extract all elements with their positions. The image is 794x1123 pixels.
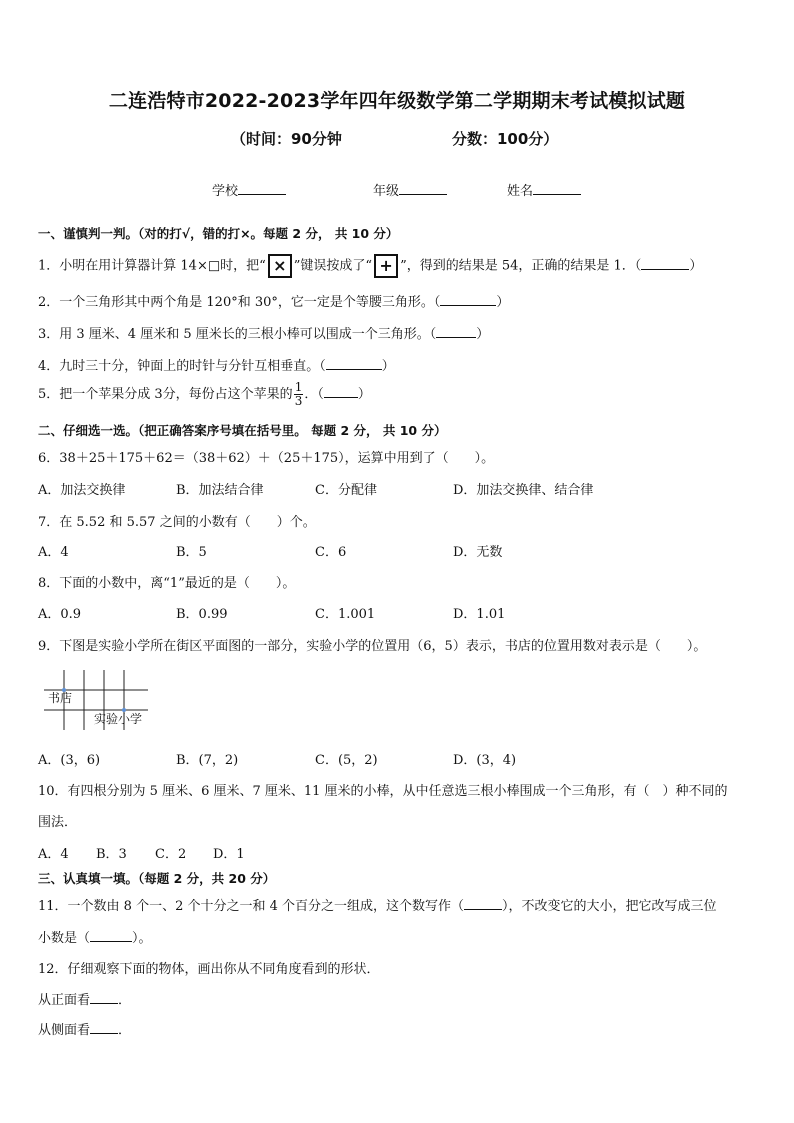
- page-title: 二连浩特市2022-2023学年四年级数学第二学期期末考试模拟试题: [108, 90, 686, 112]
- school-blank[interactable]: [238, 182, 286, 195]
- answer-blank[interactable]: [464, 897, 502, 910]
- exam-time: （时间：90分钟: [231, 130, 342, 148]
- section-3-heading: 三、认真填一填。（每题 2 分，共 20 分）: [38, 871, 276, 886]
- question-6: 6．38＋25＋175＋62＝（38＋62）＋（25＋175），运算中用到了（ ）。: [38, 451, 495, 466]
- option-d[interactable]: D．(3，4): [453, 753, 517, 768]
- answer-blank[interactable]: [440, 293, 496, 306]
- option-b[interactable]: B．0.99: [176, 607, 228, 622]
- option-d[interactable]: D．加法交换律、结合律: [453, 483, 594, 498]
- question-10-cont: 围法．: [38, 815, 78, 830]
- option-c[interactable]: C．2: [155, 847, 187, 862]
- option-b[interactable]: B．加法结合律: [176, 483, 264, 498]
- front-view-line: 从正面看 ．: [38, 993, 132, 1008]
- map-school-label: 实验小学: [94, 712, 143, 726]
- side-view-line: 从侧面看 ．: [38, 1023, 132, 1038]
- question-8: 8．下面的小数中，离“1”最近的是（ ）。: [38, 576, 296, 591]
- street-map: [38, 668, 168, 732]
- option-b[interactable]: B．(7，2): [176, 753, 239, 768]
- option-c[interactable]: C．(5，2): [315, 753, 378, 768]
- grade-label: 年级: [373, 184, 400, 199]
- option-c[interactable]: C．分配律: [315, 483, 377, 498]
- section-2-heading: 二、仔细选一选。（把正确答案序号填在括号里。 每题 2 分， 共 10 分）: [38, 423, 447, 438]
- question-11: 11．一个数由 8 个一、2 个十分之一和 4 个百分之一组成，这个数写作（ ），不改变它的大小，把它改写成三位: [38, 899, 717, 914]
- grade-field: [373, 180, 447, 199]
- option-b[interactable]: B．3: [96, 847, 127, 862]
- plus-key-icon: +: [374, 254, 398, 278]
- exam-score: 分数：100分）: [452, 130, 559, 148]
- question-1: 1．小明在用计算器计算 14×□时，把“ × ”键误按成了“ + ”，得到的结果是 54，正确的结果是 1．（ ）: [38, 254, 702, 278]
- option-a[interactable]: A．4: [38, 847, 69, 862]
- option-c[interactable]: C．6: [315, 545, 347, 560]
- question-11-cont: 小数是（ ）。: [38, 931, 152, 946]
- fraction-one-third: $\frac{1}{3}$: [294, 380, 303, 408]
- option-a[interactable]: A．加法交换律: [38, 483, 126, 498]
- answer-blank[interactable]: [326, 357, 382, 370]
- option-a[interactable]: A．0.9: [38, 607, 82, 622]
- option-d[interactable]: D．无数: [453, 545, 503, 560]
- question-9: 9．下图是实验小学所在街区平面图的一部分，实验小学的位置用（6，5）表示，书店的位置用数对表示是（ ）。: [38, 639, 707, 654]
- question-5: 5．把一个苹果分成 3分，每份占这个苹果的 $\frac{1}{3}$ ．（ ）: [38, 380, 371, 408]
- name-label: 姓名: [507, 184, 534, 199]
- section-1-heading: 一、谨慎判一判。（对的打√，错的打×。每题 2 分， 共 10 分）: [38, 226, 399, 241]
- option-d[interactable]: D．1: [213, 847, 245, 862]
- times-key-icon: ×: [268, 254, 292, 278]
- question-3: 3．用 3 厘米、4 厘米和 5 厘米长的三根小棒可以围成一个三角形。（ ）: [38, 327, 490, 342]
- grade-blank[interactable]: [399, 182, 447, 195]
- answer-blank[interactable]: [641, 257, 689, 270]
- question-7: 7．在 5.52 和 5.57 之间的小数有（ ）个。: [38, 515, 316, 530]
- school-field: [212, 180, 286, 199]
- question-10: 10．有四根分别为 5 厘米、6 厘米、7 厘米、11 厘米的小棒，从中任意选三根小棒围成一个三角形，有（ ）种不同的: [38, 784, 728, 799]
- answer-blank[interactable]: [324, 385, 358, 398]
- school-label: 学校: [212, 184, 239, 199]
- question-4: 4．九时三十分，钟面上的时针与分针互相垂直。（ ）: [38, 359, 395, 374]
- answer-blank[interactable]: [90, 929, 132, 942]
- name-blank[interactable]: [533, 182, 581, 195]
- name-field: [507, 180, 581, 199]
- option-b[interactable]: B．5: [176, 545, 207, 560]
- question-2: 2．一个三角形其中两个角是 120°和 30°，它一定是个等腰三角形。（ ）: [38, 295, 510, 310]
- option-a[interactable]: A．(3，6): [38, 753, 101, 768]
- option-a[interactable]: A．4: [38, 545, 69, 560]
- option-d[interactable]: D．1.01: [453, 607, 506, 622]
- answer-blank[interactable]: [90, 991, 118, 1004]
- map-bookstore-label: 书店: [48, 691, 73, 705]
- option-c[interactable]: C．1.001: [315, 607, 376, 622]
- answer-blank[interactable]: [436, 325, 476, 338]
- question-12: 12．仔细观察下面的物体，画出你从不同角度看到的形状．: [38, 962, 380, 977]
- answer-blank[interactable]: [90, 1021, 118, 1034]
